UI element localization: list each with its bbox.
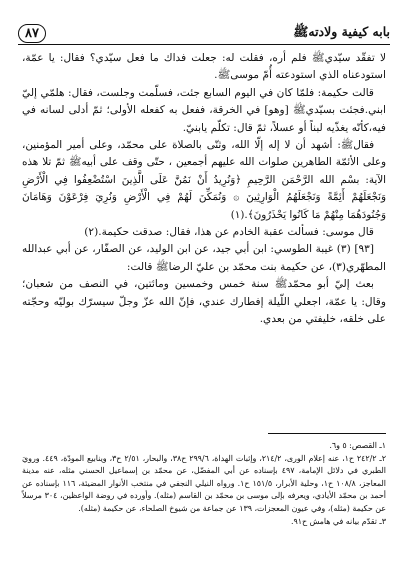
paragraph-6: بعث إليّ أبو محمّدﷺ سنة خمس وخمسين ومائتين، في النصف من شعبان؛ وقال: يا عمّة، اجعلي اللّيلة إفطارك عندي، فإنّ الله عزّ وجلّ سيسرّك بوليّه وحجّته على خلقه، خليفتي من بعدي. — [22, 278, 386, 326]
footnote-3: ٣ـ تقدّم بيانه في هامش ح٩١. — [290, 516, 386, 526]
paragraph-1: لا تفقّد سيّديﷺ فلم أره، فقلت له: جعلت فداك ما فعل سيّدي؟ فقال: يا عمّة، استودعناه الذي استودعته أُمّ موسىﷺ. — [22, 52, 386, 82]
running-header-title: بابه كيفية ولادتهﷺ — [293, 23, 390, 39]
footnotes — [22, 440, 386, 564]
paragraph-3: فقالﷺ: أشهد أن لا إله إلّا الله، وثنّى بالصلاة على محمّد، وعلى أمير المؤمنين، وعلى الأئمّة الطاهرين صلوات الله عليهم أجمعين ، حتّى وقف على أبيهﷺ ثمّ تلا هذه الآية: بسْم الله الرَّحْمَن الرَّحِيمِ ﴿وَنُرِيدُ أَنْ نَمُنَّ عَلَى الَّذِينَ اسْتُضْعِفُوا فِي الْأَرْضِ وَنَجْعَلَهُمْ أَئِمَّةً وَنَجْعَلَهُمُ الْوَارِثِينَ ۞ وَنُمَكِّنَ لَهُمْ فِي الْأَرْضِ وَنُرِيَ فِرْعَوْنَ وَهَامَانَ وَجُنُودَهُمَا مِنْهُمْ مَا كَانُوا يَحْذَرُونَ﴾.(١) — [22, 139, 386, 221]
page-header — [18, 22, 390, 45]
paragraph-4: قال موسى: فسألت عقبة الخادم عن هذا، فقال: صدقت حكيمة.(٢) — [84, 226, 374, 239]
footnote-1: ١ـ القصص: ٥ و٦. — [329, 441, 386, 450]
footnote-2: ٢ـ ٢٤٢/٢ ح١، عنه إعلام الورى، ٢١٤/٢، وإثبات الهداة، ٢٩٩/٦ ح٣٨، والبحار، ٢/٥١ ح٣، وينابيع المودّة، ٤٤٩. ورويَ الطبري في دلائل الإمامة، ٤٩٧ بإسناده عن أبي المفضّل، عن محمّد بن إسماعيل الحسني مثله، عنه مدينة المعاجز، ١٠٨/٨ ح١، وحلية الأبرار، ١٥١/٥ ح١. ورواه النيلي النجفي في منتخب الأنوار المضيئة، ١١٦ بإسناده عن أحمد بن محمّد الأيادي، ويعرفه بإلى موسى بن محمّد بن القاسم (مثله). وأورده في روضة الواعظين، ٣٠٤ مرسلاً عن حكيمة (مثله)، وفي عيون المعجزات، ١٣٩ عن جماعة من شيوخ الصلحاء، عن حكيمة (مثله). — [22, 453, 386, 513]
paragraph-5-hadith: [٩٣] (٣) غيبة الطوسي: ابن أبي جيد، عن ابن الوليد، عن الصفّار، عن أبي عبدالله المطهّري(٣)، عن حكيمة بنت محمّد بن عليّ الرضاﷺ قالت: — [22, 243, 386, 273]
paragraph-2: قالت حكيمة: فلمّا كان في اليوم السابع جئت، فسلّمت وجلست، فقال: هلمّي إليّ ابني.فجئت بسيّديﷺ [وهو] في الخرقة، ففعل به كفعله الأولى؛ ثمّ أدلى لسانه في فيه،كأنّه يغذّيه لبناً أو عسلاً، ثمّ قال: تكلّم يابنيّ. — [22, 86, 386, 134]
page-number: ٨٧ — [18, 24, 46, 43]
footnote-divider — [268, 433, 386, 434]
main-text — [22, 50, 386, 428]
